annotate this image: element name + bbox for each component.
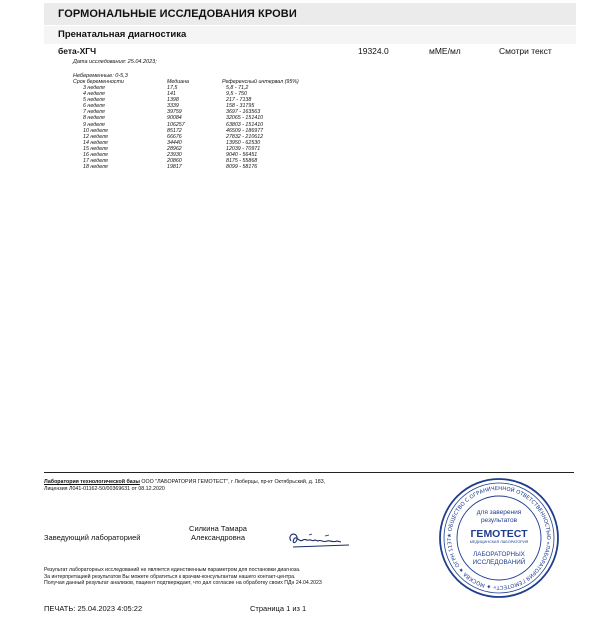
section-title: ГОРМОНАЛЬНЫЕ ИССЛЕДОВАНИЯ КРОВИ [58, 8, 297, 20]
row-term: 5 неделя [83, 97, 105, 104]
row-term: 16 неделя [83, 152, 108, 159]
lab-info [44, 479, 424, 493]
stamp-brand-sub: МЕДИЦИНСКАЯ ЛАБОРАТОРИЯ [469, 540, 529, 544]
stamp-line3: ЛАБОРАТОРНЫХ [473, 551, 525, 558]
row-term: 9 неделя [83, 121, 105, 128]
lab-address: ООО "ЛАБОРАТОРИЯ ГЕМОТЕСТ", г Люберцы, пр-кт Октябрьский, д. 183, [139, 479, 326, 485]
row-median: 66676 [167, 133, 182, 140]
subsection-header [44, 26, 576, 44]
row-median: 34440 [167, 139, 182, 146]
section-header [44, 3, 576, 25]
row-term: 8 неделя [83, 115, 105, 122]
stamp-line1: для заверения [476, 509, 522, 516]
row-interval: 217 - 7138 [226, 97, 252, 104]
row-interval: 12039 - 70971 [226, 145, 261, 152]
head-name-line2: Александровна [191, 533, 245, 542]
row-median: 28962 [167, 145, 182, 152]
stamp-line2: результатов [480, 517, 518, 524]
row-median: 141 [167, 91, 176, 98]
reference-table [73, 79, 336, 170]
lab-stamp [438, 477, 560, 599]
row-term: 12 неделя [83, 133, 108, 140]
lab-link[interactable]: Лаборатория технологической базы [44, 479, 140, 485]
subsection-title: Пренатальная диагностика [58, 29, 187, 40]
row-median: 85172 [167, 127, 182, 134]
row-interval: 158 - 31795 [226, 103, 255, 110]
test-date: Дата исследования: 25.04.2023; [73, 59, 157, 65]
row-interval: 46509 - 186977 [226, 127, 264, 134]
row-interval: 9,5 - 750 [226, 91, 247, 98]
row-median: 20860 [167, 158, 182, 165]
row-median: 106257 [167, 121, 185, 128]
row-median: 39759 [167, 109, 182, 116]
lab-license: Лицензия Л041-01162-50/00369631 от 08.12.2020 [44, 486, 165, 492]
test-value: 19324.0 [358, 46, 389, 56]
nonpregnant-range: Небеременные: 0-5,3 [73, 73, 128, 79]
row-interval: 13950 - 62530 [226, 139, 261, 146]
row-term: 14 неделя [83, 139, 108, 146]
row-term: 6 неделя [83, 103, 105, 110]
row-term: 3 неделя [83, 85, 105, 91]
page-number: Страница 1 из 1 [250, 604, 307, 613]
stamp-ring-text: ★ ОБЩЕСТВО С ОГРАНИЧЕННОЙ ОТВЕТСТВЕННОСТЬЮ «ЛАБОРАТОРИЯ ГЕМОТЕСТ» ★ МОСКВА ★ ОГРН 1137 [446, 485, 552, 591]
row-median: 3339 [167, 103, 179, 110]
table-row [73, 164, 336, 170]
row-median: 19817 [167, 164, 182, 171]
row-interval: 32065 - 151410 [226, 115, 264, 122]
row-interval: 5,8 - 71,2 [226, 85, 249, 91]
row-term: 7 неделя [83, 109, 105, 116]
test-unit: мМЕ/мл [429, 46, 461, 56]
row-median: 90084 [167, 115, 182, 122]
test-reference: Смотри текст [499, 46, 552, 56]
disclaimer-line: Результат лабораторных исследований не является единственным параметром для постановки диагноза. [44, 567, 301, 573]
test-name: бета-ХГЧ [58, 46, 97, 56]
row-median: 23930 [167, 152, 182, 159]
row-interval: 9040 - 56451 [226, 152, 258, 159]
disclaimer-line: Получая данный результат анализов, пациент подтверждает, что дал согласие на обработку своих ПДн 24.04.2023 [44, 580, 322, 587]
column-header-interval: Референсный интервал (95%) [222, 79, 299, 85]
print-timestamp: ПЕЧАТЬ: 25.04.2023 4:05:22 [44, 604, 143, 613]
column-header-median: Медиана [167, 79, 189, 85]
row-median: 1398 [167, 97, 179, 104]
row-term: 10 неделя [83, 127, 108, 134]
row-interval: 63803 - 151410 [226, 121, 264, 128]
footer-divider [44, 472, 574, 473]
column-header-term: Срок беременности [73, 79, 124, 85]
row-term: 15 неделя [83, 145, 108, 152]
head-name-line1: Силкина Тамара [189, 524, 247, 533]
row-interval: 3697 - 163563 [226, 109, 261, 116]
stamp-brand: ГЕМОТЕСТ [470, 528, 528, 540]
row-term: 18 неделя [83, 164, 108, 171]
row-median: 17,5 [167, 85, 178, 91]
disclaimer-line: За интерпретацией результатов Вы можете обратиться к врачам-консультантам нашего контакт-центра. [44, 573, 296, 580]
row-interval: 27832 - 210612 [226, 133, 264, 140]
disclaimer [44, 567, 424, 587]
row-interval: 8175 - 55868 [226, 158, 258, 165]
stamp-line4: ИССЛЕДОВАНИЙ [472, 559, 526, 566]
signature [285, 525, 355, 555]
row-term: 17 неделя [83, 158, 108, 165]
head-of-lab-label: Заведующий лабораторией [44, 533, 141, 542]
head-of-lab-name [185, 524, 251, 542]
row-interval: 8099 - 58176 [226, 164, 258, 171]
row-term: 4 неделя [83, 91, 105, 98]
